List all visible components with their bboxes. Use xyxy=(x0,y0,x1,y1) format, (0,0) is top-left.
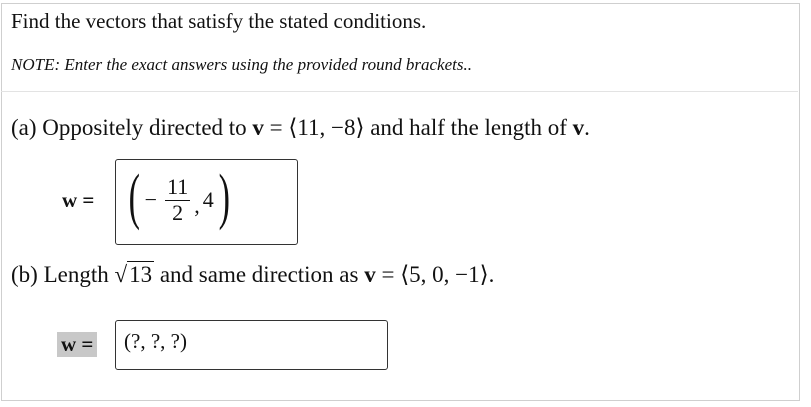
part-a-period: . xyxy=(584,115,590,140)
question-title: Find the vectors that satisfy the stated conditions. xyxy=(11,9,427,33)
question-note: NOTE: Enter the exact answers using the provided round brackets.. xyxy=(11,55,472,74)
fraction xyxy=(165,175,190,224)
part-a-vector-v: v xyxy=(252,115,264,140)
divider xyxy=(1,91,798,92)
part-a-answer-expression xyxy=(124,162,234,238)
part-b-prompt-prefix: (b) Length xyxy=(11,262,115,287)
part-a-prompt xyxy=(11,115,590,141)
second-component: 4 xyxy=(202,187,214,212)
sqrt-value: 13 xyxy=(129,262,153,287)
part-b-answer-field[interactable] xyxy=(115,320,388,370)
part-a-prompt-eq: = ⟨11, −8⟩ and half the length of xyxy=(263,115,573,140)
part-a-vector-v-end: v xyxy=(572,115,585,140)
part-a-answer-field[interactable] xyxy=(115,159,298,245)
part-b-prompt xyxy=(11,262,494,288)
part-b-prompt-mid: and same direction as xyxy=(154,262,365,287)
close-paren: ) xyxy=(218,163,230,231)
part-b-vector-v: v xyxy=(364,262,376,287)
open-paren: ( xyxy=(128,163,141,231)
part-a-w-label: w = xyxy=(62,188,95,212)
fraction-denominator: 2 xyxy=(172,199,184,225)
part-b-answer-value: (?, ?, ?) xyxy=(124,329,187,353)
comma: , xyxy=(194,193,200,218)
part-b-w-label: w = xyxy=(57,332,97,357)
fraction-numerator: 11 xyxy=(167,174,189,200)
sqrt-symbol: √ xyxy=(114,262,128,287)
sqrt-expression xyxy=(114,262,154,288)
minus-sign: − xyxy=(144,187,158,212)
part-a-prompt-prefix: (a) Oppositely directed to xyxy=(11,115,253,140)
part-b-prompt-eq: = ⟨5, 0, −1⟩. xyxy=(375,262,495,287)
